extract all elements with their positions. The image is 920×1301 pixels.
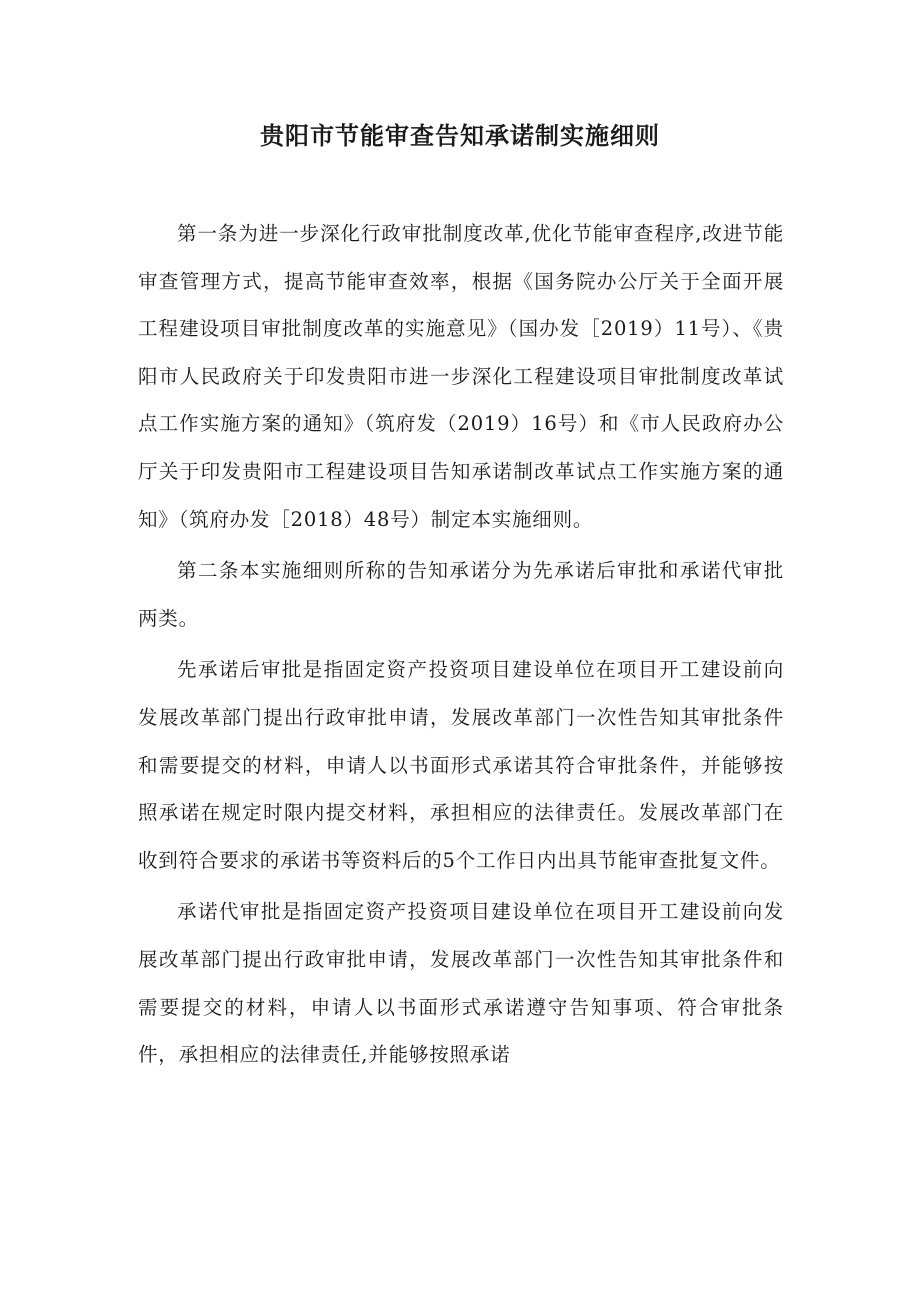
paragraph-article-1: 第一条为进一步深化行政审批制度改革,优化节能审查程序,改进节能审查管理方式，提高节能审查效率，根据《国务院办公厅关于全面开展工程建设项目审批制度改革的实施意见》（国办发［2019）11号）、《贵阳市人民政府关于印发贵阳市进一步深化工程建设项目审批制度改革试点工作实施方案的通知》（筑府发（2019）16号）和《市人民政府办公厅关于印发贵阳市工程建设项目告知承诺制改革试点工作实施方案的通知》（筑府办发［2018）48号）制定本实施细则。 [138, 222, 784, 531]
paragraph-commit-then-approve: 先承诺后审批是指固定资产投资项目建设单位在项目开工建设前向发展改革部门提出行政审批申请，发展改革部门一次性告知其审批条件和需要提交的材料，申请人以书面形式承诺其符合审批条件，并能够按照承诺在规定时限内提交材料，承担相应的法律责任。发展改革部门在收到符合要求的承诺书等资料后的5个工作日内出具节能审查批复文件。 [138, 658, 784, 872]
document-body [138, 210, 784, 1083]
document-title: 贵阳市节能审查告知承诺制实施细则 [260, 122, 660, 150]
paragraph-commit-in-lieu-of-approval: 承诺代审批是指固定资产投资项目建设单位在项目开工建设前向发展改革部门提出行政审批申请，发展改革部门一次性告知其审批条件和需要提交的材料，申请人以书面形式承诺遵守告知事项、符合审批条件，承担相应的法律责任,并能够按照承诺 [138, 900, 784, 1067]
paragraph-article-2: 第二条本实施细则所称的告知承诺分为先承诺后审批和承诺代审批两类。 [138, 559, 784, 630]
